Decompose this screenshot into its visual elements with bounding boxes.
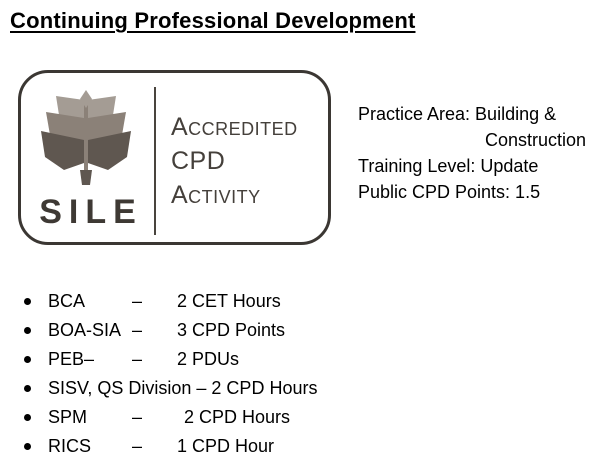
dash-separator: –: [132, 407, 143, 427]
credit-value: 2 CET Hours: [177, 291, 281, 311]
dash-separator: –: [132, 291, 143, 311]
cpd-list-item: [22, 345, 317, 374]
cpd-list-item: [22, 316, 317, 345]
badge-accreditation-line: Activity: [171, 181, 261, 209]
public-cpd-points-line: Public CPD Points: 1.5: [358, 182, 541, 202]
training-level-line: Training Level: Update: [358, 156, 539, 176]
course-details: [358, 101, 586, 205]
cpd-list-item: [22, 287, 317, 316]
sile-tree-icon: [38, 89, 134, 187]
accrediting-body: SPM: [48, 407, 88, 427]
credit-value: 2 CPD Hours: [184, 407, 291, 427]
accrediting-body: PEB–: [48, 349, 95, 369]
cpd-list-item: [22, 374, 317, 403]
dash-separator: –: [196, 378, 207, 398]
accrediting-body: BOA-SIA: [48, 320, 122, 340]
cpd-list: [22, 287, 317, 461]
badge-accreditation-line: CPD: [171, 147, 226, 175]
dash-separator: –: [132, 349, 143, 369]
accrediting-body: RICS: [48, 436, 92, 456]
practice-area-continuation: Construction: [485, 130, 587, 150]
accrediting-body: BCA: [48, 291, 86, 311]
practice-area-line: Practice Area: Building &: [358, 104, 557, 124]
sile-accredited-cpd-badge: [18, 70, 331, 245]
credit-value: 2 CPD Hours: [211, 378, 318, 398]
badge-org-name: SILE: [39, 193, 143, 231]
cpd-list-item: [22, 432, 317, 461]
credit-value: 3 CPD Points: [177, 320, 286, 340]
badge-divider: [154, 87, 156, 235]
cpd-list-item: [22, 403, 317, 432]
dash-separator: –: [132, 436, 143, 456]
badge-accreditation-line: Accredited: [171, 113, 298, 141]
badge-accreditation-text: [171, 110, 298, 212]
page-title: Continuing Professional Development: [10, 8, 416, 33]
credit-value: 2 PDUs: [177, 349, 240, 369]
dash-separator: –: [132, 320, 143, 340]
credit-value: 1 CPD Hour: [177, 436, 275, 456]
accrediting-body: SISV, QS Division: [48, 378, 192, 398]
